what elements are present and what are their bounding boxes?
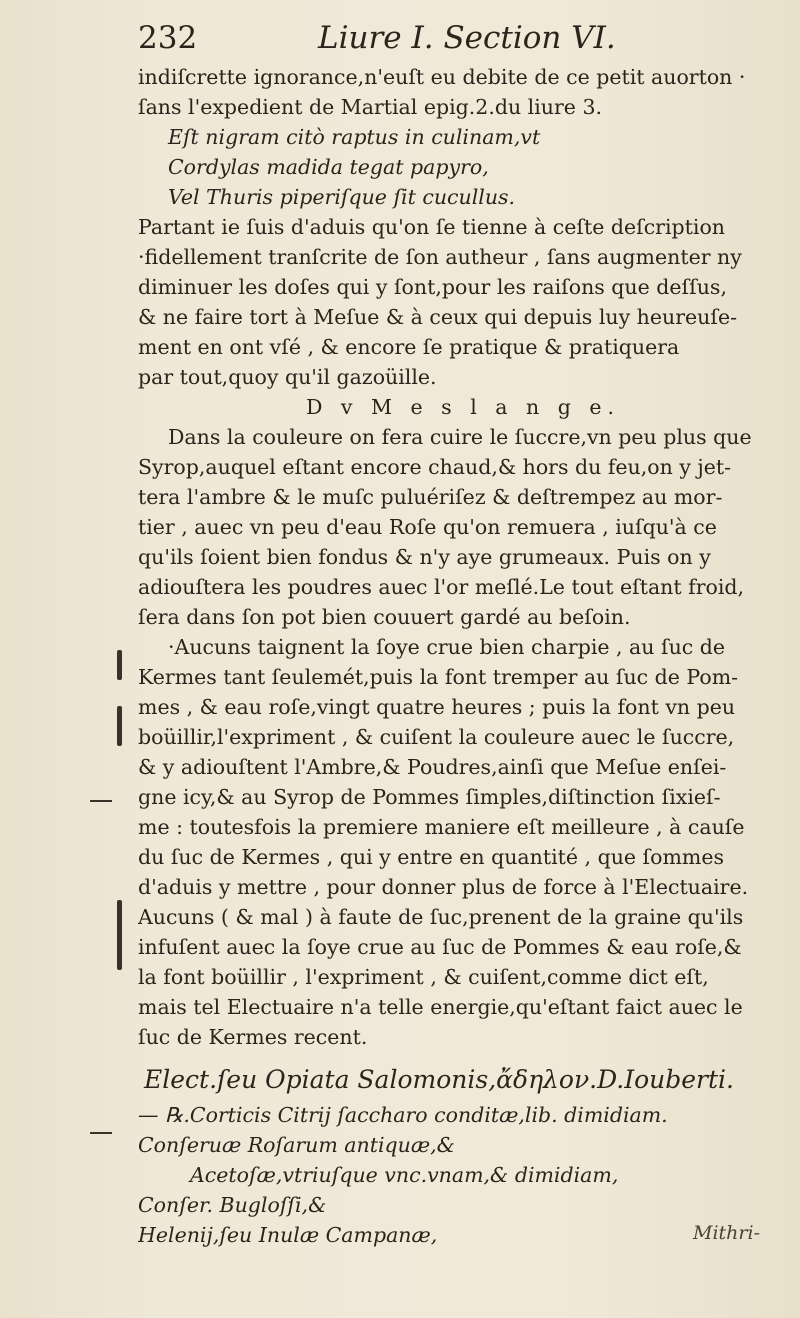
text-line: la font boüillir , l'expriment , & cuiſent,comme dict eſt,	[138, 965, 709, 989]
recipe-line: Conſeruæ Roſarum antiquæ,&	[138, 1133, 455, 1157]
recipe-line: — ℞.Corticis Citrij ſaccharo conditæ,lib. dimidiam.	[138, 1103, 668, 1127]
text-line: & y adiouſtent l'Ambre,& Poudres,ainſi que Meſue enſei-	[138, 755, 727, 779]
text-line: boüillir,l'expriment , & cuiſent la couleure auec le ſuccre,	[138, 725, 735, 749]
text-line: ment en ont vſé , & encore ſe pratique & pratiquera	[138, 335, 680, 359]
text-line: d'aduis y mettre , pour donner plus de force à l'Electuaire.	[138, 875, 749, 899]
text-line: diminuer les doſes qui y ſont,pour les raiſons que deſſus,	[138, 275, 727, 299]
recipe-line: Helenij,ſeu Inulæ Campanæ,	[138, 1223, 438, 1247]
running-title: Liure I. Section VI.	[318, 20, 616, 56]
text-line: indiſcrette ignorance,n'euſt eu debite de ce petit auorton ·	[138, 65, 746, 89]
text-line: infuſent auec la ſoye crue au ſuc de Pommes & eau roſe,&	[138, 935, 742, 959]
text-line: mais tel Electuaire n'a telle energie,qu'eſtant faict auec le	[138, 995, 743, 1019]
text-line: ·fidellement tranſcrite de ſon autheur , ſans augmenter ny	[138, 245, 742, 269]
text-line: ſuc de Kermes recent.	[138, 1025, 368, 1049]
text-line: Partant ie ſuis d'aduis qu'on ſe tienne à ceſte deſcription	[138, 215, 726, 239]
margin-bracket-mark	[117, 706, 122, 746]
text-line: ſans l'expedient de Martial epig.2.du liure 3.	[138, 95, 603, 119]
text-line: gne icy,& au Syrop de Pommes ſimples,diſtinction ſixieſ-	[138, 785, 721, 809]
page-header	[138, 20, 778, 60]
text-line: ·Aucuns taignent la ſoye crue bien charpie , au ſuc de	[168, 635, 726, 659]
page-body	[138, 62, 788, 1250]
margin-dash-mark	[90, 1132, 112, 1134]
text-line: Dans la couleure on fera cuire le ſuccre,vn peu plus que	[168, 425, 752, 449]
margin-bracket-mark	[117, 900, 122, 970]
text-line: & ne faire tort à Meſue & à ceux qui depuis luy heureuſe-	[138, 305, 738, 329]
text-line: qu'ils ſoient bien fondus & n'y aye grumeaux. Puis on y	[138, 545, 711, 569]
text-line: Aucuns ( & mal ) à faute de ſuc,prenent de la graine qu'ils	[138, 905, 744, 929]
text-line: tera l'ambre & le muſc puluériſez & deſtrempez au mor-	[138, 485, 723, 509]
margin-bracket-mark	[117, 650, 122, 680]
verse-line: Cordylas madida tegat papyro,	[168, 155, 489, 179]
text-line: Syrop,auquel eſtant encore chaud,& hors du feu,on y jet-	[138, 455, 732, 479]
text-line: tier , auec vn peu d'eau Roſe qu'on remuera , iuſqu'à ce	[138, 515, 717, 539]
margin-dash-mark	[90, 800, 112, 802]
text-line: Kermes tant ſeulemét,puis la font tremper au ſuc de Pom-	[138, 665, 739, 689]
text-line: adiouſtera les poudres auec l'or meſlé.Le tout eſtant froid,	[138, 575, 745, 599]
verse-line: Eſt nigram citò raptus in culinam,vt	[168, 125, 541, 149]
text-line: me : toutesfois la premiere maniere eſt meilleure , à cauſe	[138, 815, 745, 839]
recipe-line: Acetoſæ,vtriuſque vnc.vnam,& dimidiam,	[190, 1163, 619, 1187]
section-heading: D v M e s l a n g e.	[305, 395, 621, 419]
text-line: ſera dans ſon pot bien couuert gardé au beſoin.	[138, 605, 631, 629]
recipe-line: Conſer. Bugloſſi,&	[138, 1193, 327, 1217]
catchword: Mithri-	[693, 1222, 760, 1244]
verse-line: Vel Thuris piperiſque ſit cucullus.	[168, 185, 516, 209]
text-line: du ſuc de Kermes , qui y entre en quantité , que ſommes	[138, 845, 725, 869]
text-line: mes , & eau roſe,vingt quatre heures ; puis la font vn peu	[138, 695, 736, 719]
recipe-heading: Elect.ſeu Opiata Salomonis,ἄδηλον.D.Iouberti.	[144, 1065, 734, 1094]
text-line: par tout,quoy qu'il gazoüille.	[138, 365, 437, 389]
page-number: 232	[138, 20, 198, 56]
